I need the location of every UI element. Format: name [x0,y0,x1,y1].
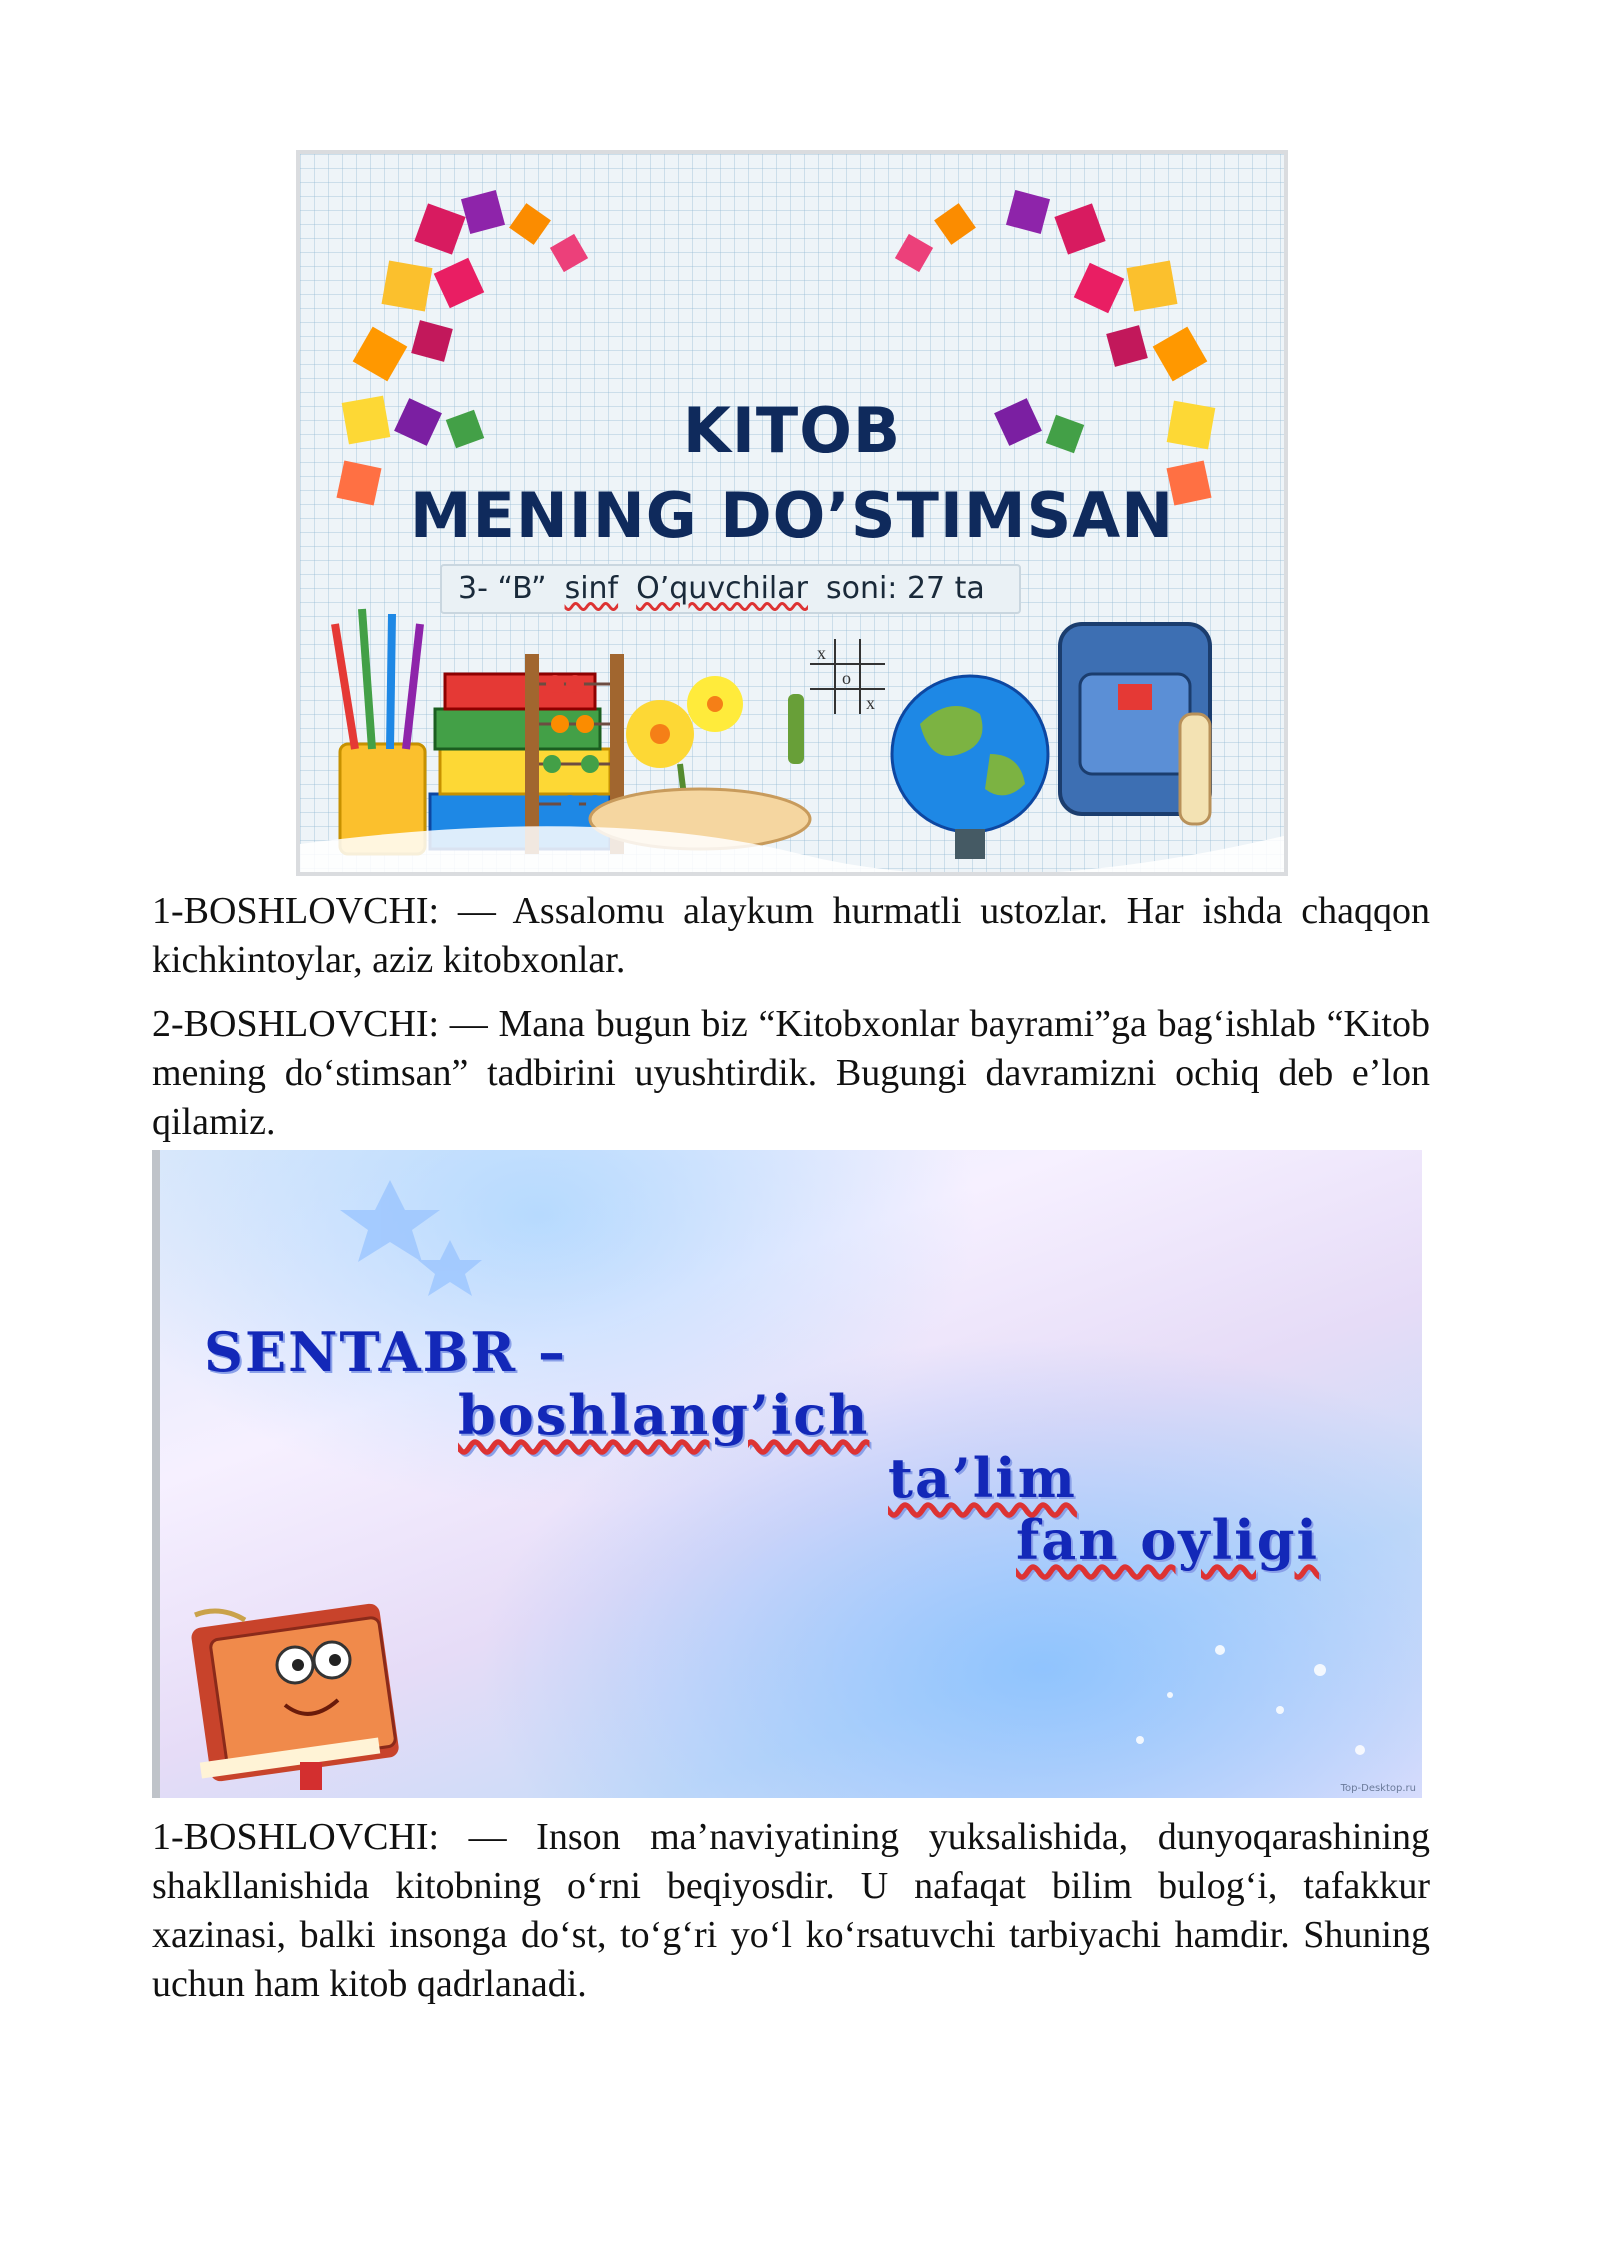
sentabr-title: SENTABR – [204,1320,567,1384]
smiling-book-icon [190,1603,400,1790]
tic-tac-toe-sketch [810,639,885,714]
snowflake-decoration [160,1150,1422,1798]
boshlangich-title: boshlang’ich [458,1383,870,1447]
banner-title-mening-dostimsan: MENING DO’STIMSAN [409,479,1175,552]
watermark-footer: Top-Desktop.ru [1340,1783,1416,1794]
pencil-cup [335,609,425,854]
globe [892,676,1048,859]
paragraph-2: 2-BOSHLOVCHI: — Mana bugun biz “Kitobxonlar bayrami”ga bag‘ishlab “Kitob mening do‘stimsan” tadbirini uyushtirdik. Bugungi davramizni ochiq deb e’lon qilamiz. [152,1003,1430,1143]
paragraph-3: 1-BOSHLOVCHI: — Inson ma’naviyatining yuksalishida, dunyoqarashining shakllanishida kitobning o‘rni beqiyosdir. U nafaqat bilim bulog‘i, tafakkur xazinasi, balki insonga do‘st, to‘g‘ri yo‘l ko‘rsatuvchi tarbiyachi hamdir. Shuning uchun ham kitob qadrlanadi. [152,1816,1430,2005]
class-label: 3- “B” [458,571,547,606]
svg-text:x: x [866,693,875,713]
paragraph-1: 1-BOSHLOVCHI: — Assalomu alaykum hurmatli ustozlar. Har ishda chaqqon kichkintoylar, aziz kitobxonlar. [152,890,1430,981]
diploma-scroll [1180,714,1210,824]
svg-text:x: x [817,643,826,663]
svg-text:o: o [842,668,851,688]
sentabr-banner-image [152,1150,1422,1798]
banner-title-kitob: KITOB [682,394,902,467]
fan-oyligi-title: fan oyligi [1016,1508,1319,1572]
class-info-box [440,564,1021,614]
students-label: O’quvchilar [636,571,808,606]
kitob-banner-image [296,150,1288,876]
talim-title: ta’lim [888,1446,1077,1510]
sinf-label: sinf [564,571,619,606]
cactus [788,694,804,764]
students-count: soni: 27 ta [825,571,985,606]
